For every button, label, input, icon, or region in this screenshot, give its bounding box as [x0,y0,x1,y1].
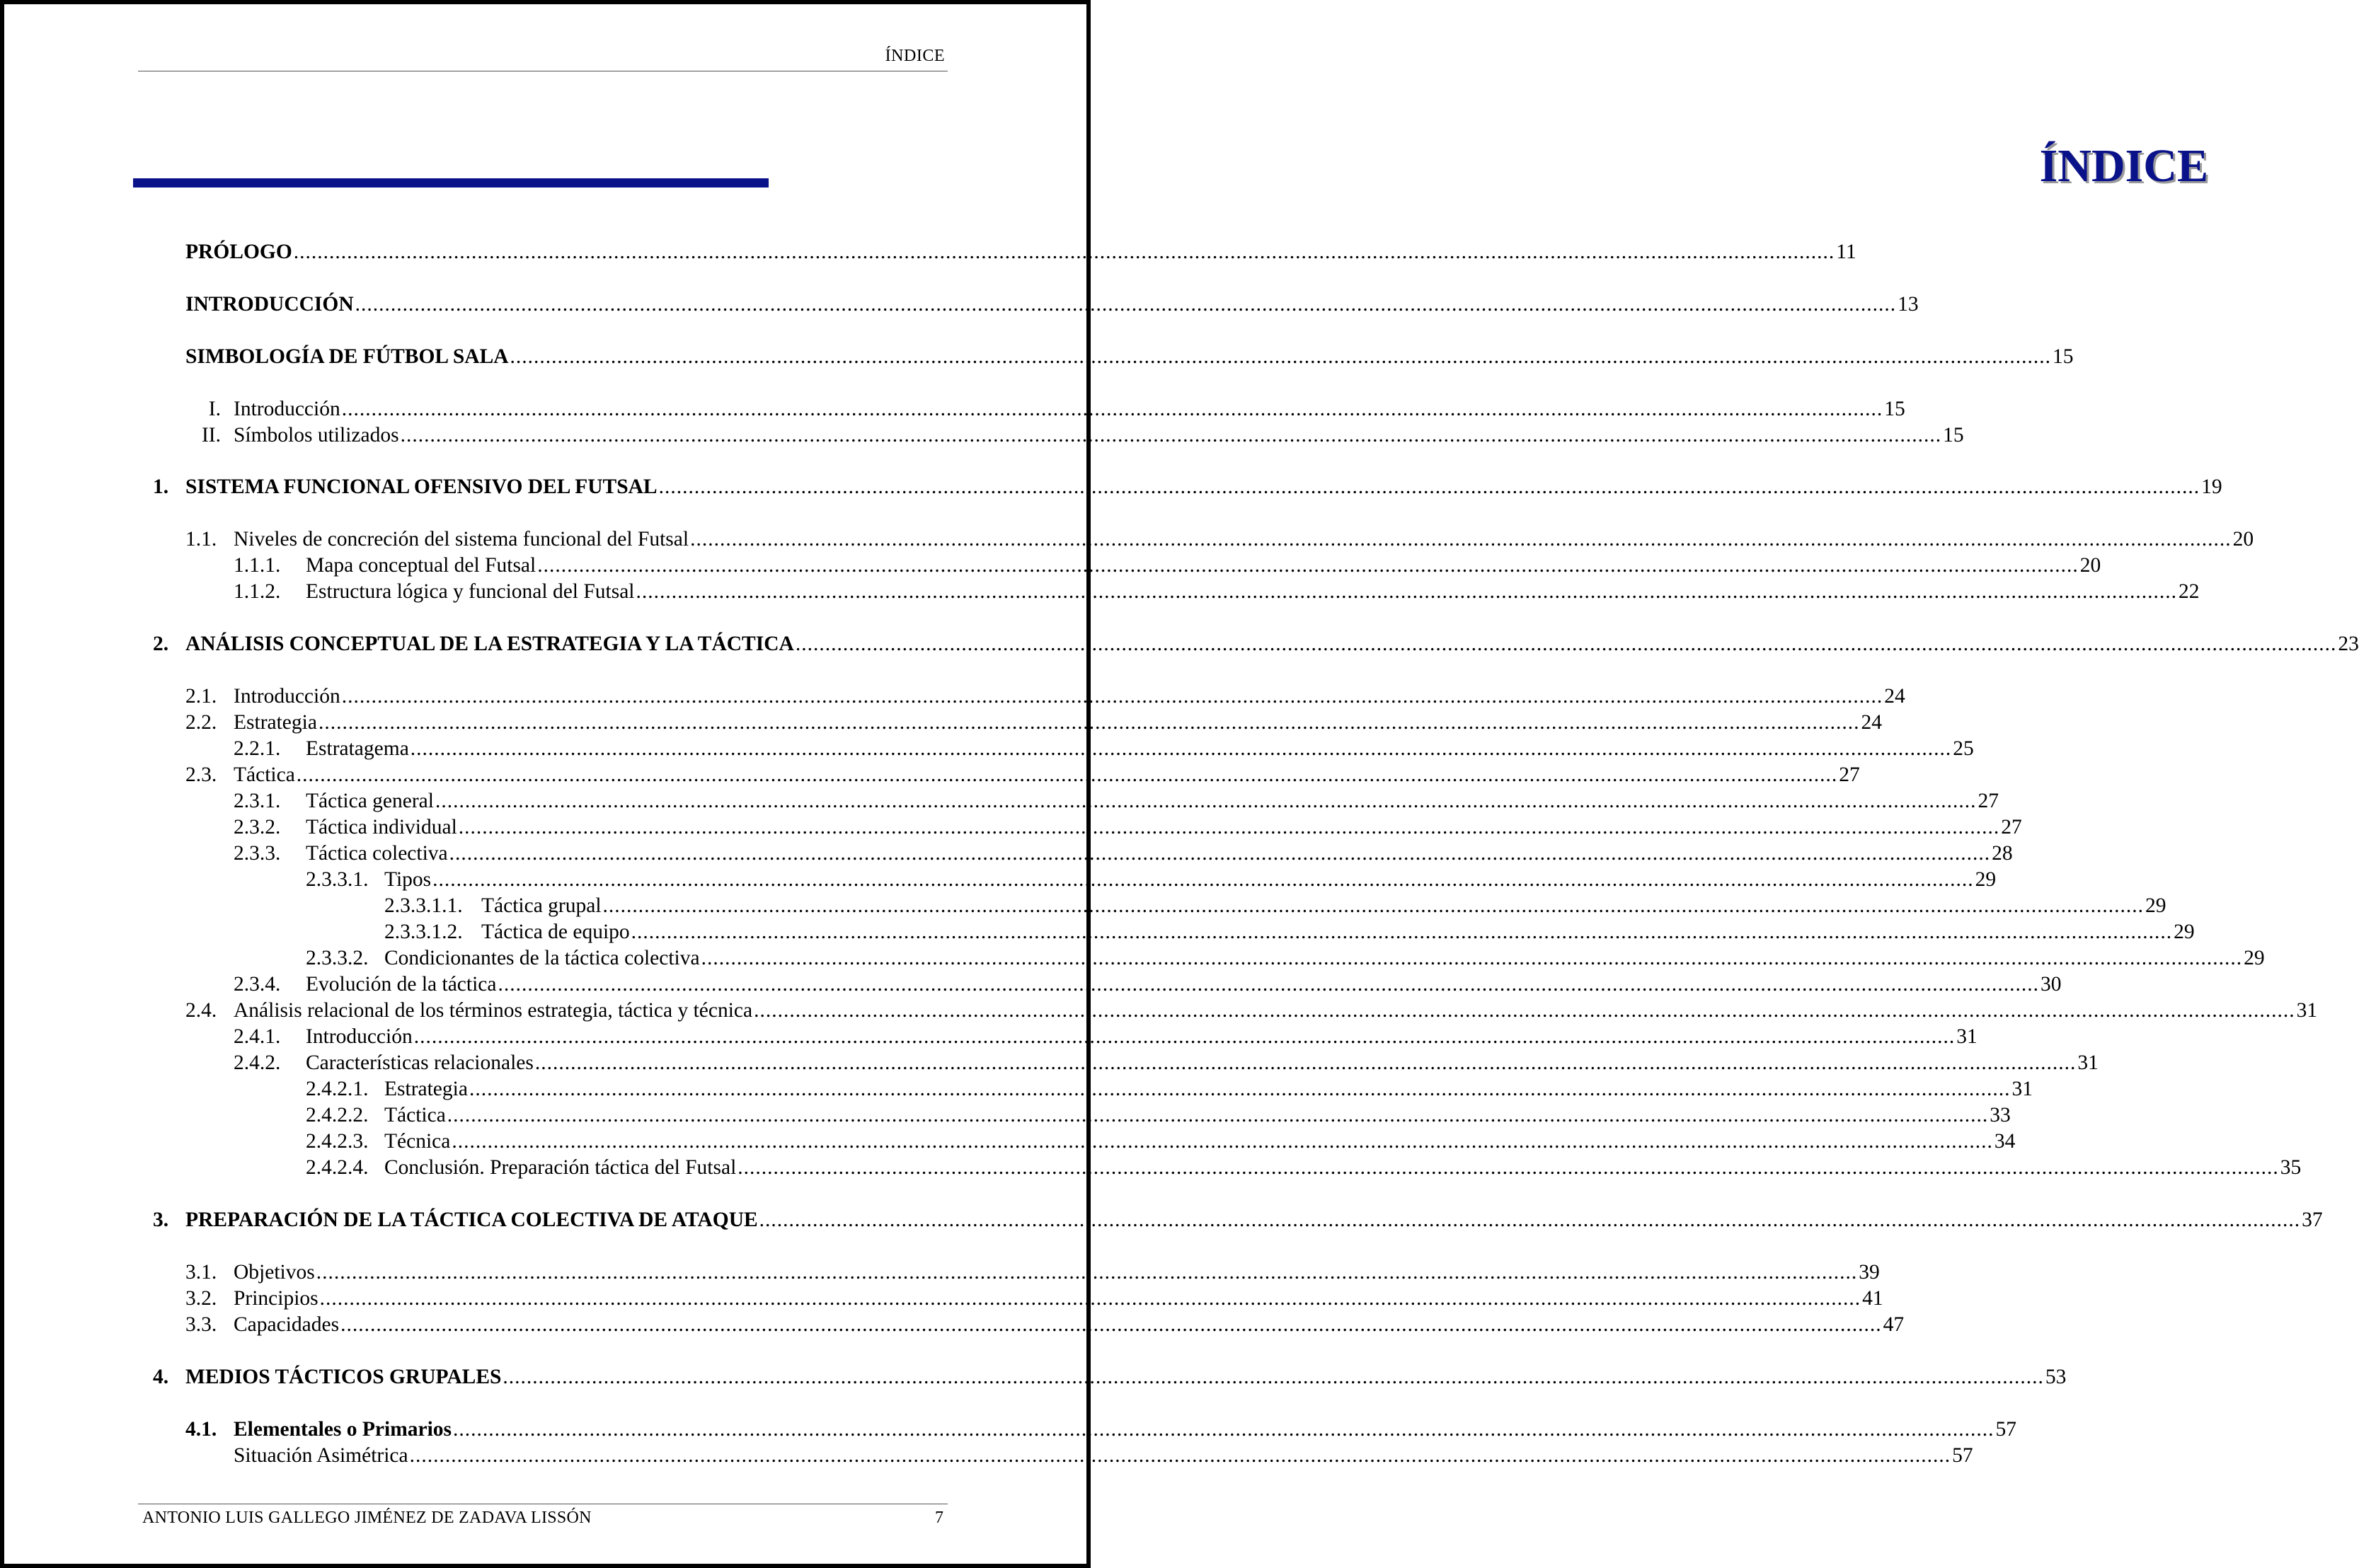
toc-entry[interactable] [0,525,2254,553]
toc-entry-page: 13 [1898,293,1919,316]
dot-leader: .................................................................................................................................................................................................................................................................... [795,633,2337,655]
toc-entry[interactable] [0,1153,2302,1182]
toc-entry-page: 20 [2079,554,2101,577]
dot-leader: .................................................................................................................................................................................................................................................................... [318,711,1860,734]
toc-entry-title: Estrategia [384,1078,468,1100]
toc-entry-title: Símbolos utilizados [234,424,399,446]
toc-entry-title: Táctica [234,763,295,786]
toc-entry-page: 28 [1992,842,2013,865]
toc-entry[interactable] [0,708,1882,737]
toc-entry-page: 20 [2232,528,2254,550]
toc-entry-page: 15 [1943,424,1964,446]
toc-entry[interactable] [0,996,2318,1025]
dot-leader: .................................................................................................................................................................................................................................................................... [631,921,2173,943]
toc-entry[interactable] [0,918,2195,946]
dot-leader: .................................................................................................................................................................................................................................................................... [498,973,2039,996]
dot-leader: .................................................................................................................................................................................................................................................................... [400,424,1942,446]
dot-leader: .................................................................................................................................................................................................................................................................... [447,1104,1989,1126]
toc-entry[interactable] [0,892,2166,920]
toc-entry-title: Conclusión. Preparación táctica del Futsal [384,1156,737,1179]
toc-entry-page: 31 [2296,999,2318,1022]
toc-entry-number: 4.1. [185,1418,217,1441]
toc-entry[interactable] [0,1258,1880,1286]
page-title: ÍNDICE [2039,140,2208,192]
toc-entry-page: 24 [1861,711,1882,734]
dot-leader: .................................................................................................................................................................................................................................................................... [341,398,1883,420]
dot-leader: .................................................................................................................................................................................................................................................................... [409,1444,1951,1467]
toc-entry-number: 2.3.3.1.1. [384,894,463,917]
dot-leader: .................................................................................................................................................................................................................................................................... [701,947,2243,969]
toc-entry-number: 4. [153,1366,169,1388]
toc-entry-title: Capacidades [234,1313,340,1336]
dot-leader: .................................................................................................................................................................................................................................................................... [602,894,2145,917]
toc-entry-number: 2.3.3.2. [306,947,369,969]
toc-entry-title: Estratagema [306,737,409,760]
toc-entry-page: 27 [1839,763,1860,786]
dot-leader: .................................................................................................................................................................................................................................................................... [503,1366,2044,1388]
toc-entry-title: Táctica general [306,790,434,812]
toc-entry-title: Evolución de la táctica [306,973,497,996]
toc-entry-page: 41 [1862,1287,1883,1310]
toc-entry-title: MEDIOS TÁCTICOS GRUPALES [185,1366,502,1388]
toc-entry[interactable] [0,395,1905,423]
toc-entry-number: 2.2.1. [234,737,281,760]
toc-entry[interactable] [0,1127,2016,1155]
toc-entry-page: 29 [2244,947,2265,969]
toc-entry-number: 2.3.3.1.2. [384,921,463,943]
toc-entry-title: Análisis relacional de los términos estrategia, táctica y técnica [234,999,753,1022]
toc-entry-page: 24 [1884,685,1905,708]
toc-entry[interactable] [0,551,2101,580]
dot-leader: .................................................................................................................................................................................................................................................................... [534,1051,2077,1074]
toc-entry[interactable] [0,734,1974,763]
toc-entry-page: 31 [2077,1051,2099,1074]
toc-entry-title: Estrategia [234,711,317,734]
toc-entry-title: Táctica colectiva [306,842,448,865]
dot-leader: .................................................................................................................................................................................................................................................................... [658,475,2200,498]
toc-entry-page: 30 [2040,973,2062,996]
toc-entry-title: Táctica grupal [481,894,602,917]
toc-entry[interactable] [0,577,2200,606]
dot-leader: .................................................................................................................................................................................................................................................................... [449,842,1991,865]
toc-entry-number: 2.4.2.2. [306,1104,369,1126]
toc-entry-number: I. [208,398,221,420]
toc-entry-title: Condicionantes de la táctica colectiva [384,947,700,969]
toc-entry-page: 29 [2145,894,2166,917]
toc-entry-title: PRÓLOGO [185,241,292,263]
toc-entry[interactable] [0,1206,2323,1234]
toc-entry-page: 31 [1956,1025,1978,1048]
footer-author: ANTONIO LUIS GALLEGO JIMÉNEZ DE ZADAVA LISSÓN [142,1509,592,1527]
dot-leader: .................................................................................................................................................................................................................................................................... [293,241,1835,263]
toc-entry[interactable] [0,813,2022,841]
toc-entry-number: II. [201,424,221,446]
toc-entry-page: 29 [2174,921,2195,943]
dot-leader: .................................................................................................................................................................................................................................................................... [432,868,1974,891]
toc-entry[interactable] [0,865,1997,894]
toc-entry-page: 27 [2001,816,2022,838]
dot-leader: .................................................................................................................................................................................................................................................................... [510,345,2052,368]
toc-entry-page: 15 [1884,398,1905,420]
toc-entry-title: PREPARACIÓN DE LA TÁCTICA COLECTIVA DE ATAQUE [185,1209,758,1231]
toc-entry-number: 1.1. [185,528,217,550]
toc-entry[interactable] [0,238,1856,266]
toc-entry-number: 1.1.2. [234,580,281,603]
toc-entry-page: 34 [1994,1130,2016,1153]
dot-leader: .................................................................................................................................................................................................................................................................... [319,1287,1861,1310]
dot-leader: .................................................................................................................................................................................................................................................................... [413,1025,1956,1048]
toc-entry-page: 47 [1883,1313,1905,1336]
toc-entry[interactable] [0,1415,2017,1443]
toc-entry[interactable] [0,473,2222,501]
dot-leader: .................................................................................................................................................................................................................................................................... [410,737,1952,760]
toc-entry[interactable] [0,1441,1973,1470]
toc-entry-page: 25 [1953,737,1974,760]
dot-leader: .................................................................................................................................................................................................................................................................... [453,1418,1994,1441]
toc-entry-title: Características relacionales [306,1051,534,1074]
toc-entry-page: 35 [2280,1156,2302,1179]
toc-entry-title: SIMBOLOGÍA DE FÚTBOL SALA [185,345,509,368]
toc-entry-title: Tipos [384,868,432,891]
toc-entry-title: Objetivos [234,1261,315,1284]
toc-entry-page: 11 [1836,241,1856,263]
toc-entry-title: Introducción [234,398,340,420]
toc-entry-number: 2.4.2.4. [306,1156,369,1179]
toc-entry-page: 27 [1978,790,1999,812]
toc-entry-page: 37 [2302,1209,2323,1231]
toc-entry-number: 2.4.1. [234,1025,281,1048]
toc-entry-number: 2.3.3. [234,842,281,865]
toc-entry-page: 57 [1952,1444,1973,1467]
toc-entry-page: 23 [2338,633,2359,655]
toc-entry[interactable] [0,682,1905,710]
toc-entry-number: 2.4.2.3. [306,1130,369,1153]
dot-leader: .................................................................................................................................................................................................................................................................... [690,528,2232,550]
dot-leader: .................................................................................................................................................................................................................................................................... [341,685,1883,708]
toc-entry-number: 2. [153,633,169,655]
toc-entry-number: 3. [153,1209,169,1231]
toc-entry-number: 2.3.3.1. [306,868,369,891]
dot-leader: .................................................................................................................................................................................................................................................................... [340,1313,1882,1336]
toc-entry[interactable] [0,1363,2067,1391]
toc-entry[interactable] [0,290,1919,318]
toc-entry-page: 57 [1995,1418,2017,1441]
dot-leader: .................................................................................................................................................................................................................................................................... [452,1130,1993,1153]
toc-entry-number: 1. [153,475,169,498]
toc-entry[interactable] [0,1101,2011,1129]
toc-entry-page: 29 [1975,868,1997,891]
toc-entry[interactable] [0,787,1999,815]
toc-entry-number: 2.4. [185,999,217,1022]
toc-entry-title: Introducción [306,1025,413,1048]
toc-entry-title: Táctica de equipo [481,921,630,943]
toc-entry[interactable] [0,421,1964,449]
toc-entry-title: Principios [234,1287,318,1310]
toc-entry[interactable] [0,839,2013,867]
toc-entry-number: 2.4.2. [234,1051,281,1074]
toc-entry-title: Mapa conceptual del Futsal [306,554,536,577]
toc-entry-number: 3.3. [185,1313,217,1336]
dot-leader: .................................................................................................................................................................................................................................................................... [458,816,2000,838]
toc-entry-title: Introducción [234,685,340,708]
toc-entry-number: 2.3. [185,763,217,786]
toc-entry-number: 3.2. [185,1287,217,1310]
dot-leader: .................................................................................................................................................................................................................................................................... [537,554,2079,577]
toc-entry-page: 53 [2045,1366,2067,1388]
toc-entry[interactable] [0,970,2062,998]
toc-entry-number: 2.3.1. [234,790,281,812]
toc-entry-page: 33 [1990,1104,2011,1126]
toc-entry-page: 39 [1859,1261,1880,1284]
dot-leader: .................................................................................................................................................................................................................................................................... [636,580,2177,603]
toc-entry-title: Elementales o Primarios [234,1418,452,1441]
toc-entry[interactable] [0,761,1860,789]
toc-entry-page: 19 [2201,475,2222,498]
toc-entry[interactable] [0,1310,1905,1339]
toc-entry-number: 2.3.2. [234,816,281,838]
toc-entry-number: 1.1.1. [234,554,281,577]
toc-entry-title: Técnica [384,1130,451,1153]
footer-page-number: 7 [935,1509,943,1527]
dot-leader: .................................................................................................................................................................................................................................................................... [469,1078,2011,1100]
dot-leader: .................................................................................................................................................................................................................................................................... [355,293,1897,316]
dot-leader: .................................................................................................................................................................................................................................................................... [316,1261,1858,1284]
toc-entry[interactable] [0,1022,1978,1051]
toc-entry[interactable] [0,944,2265,972]
dot-leader: .................................................................................................................................................................................................................................................................... [435,790,1977,812]
toc-entry[interactable] [0,1075,2033,1103]
dot-leader: .................................................................................................................................................................................................................................................................... [754,999,2295,1022]
dot-leader: .................................................................................................................................................................................................................................................................... [296,763,1838,786]
toc-entry[interactable] [0,342,2074,371]
toc-entry-title: Estructura lógica y funcional del Futsal [306,580,635,603]
toc-entry-title: Niveles de concreción del sistema funcional del Futsal [234,528,689,550]
dot-leader: .................................................................................................................................................................................................................................................................... [759,1209,2301,1231]
dot-leader: .................................................................................................................................................................................................................................................................... [737,1156,2279,1179]
toc-entry-number: 2.3.4. [234,973,281,996]
toc-entry[interactable] [0,630,2359,658]
toc-entry-title: ANÁLISIS CONCEPTUAL DE LA ESTRATEGIA Y LA TÁCTICA [185,633,794,655]
toc-entry-title: SISTEMA FUNCIONAL OFENSIVO DEL FUTSAL [185,475,658,498]
toc-entry-title: Táctica individual [306,816,457,838]
toc-entry-title: Táctica [384,1104,446,1126]
toc-entry-number: 2.4.2.1. [306,1078,369,1100]
toc-entry-page: 15 [2053,345,2074,368]
running-footer [138,1504,948,1533]
toc-entry[interactable] [0,1049,2099,1077]
toc-entry-number: 2.1. [185,685,217,708]
toc-entry-title: INTRODUCCIÓN [185,293,354,316]
toc-entry-page: 22 [2179,580,2200,603]
running-header-title: ÍNDICE [885,47,945,65]
toc-entry-page: 31 [2011,1078,2033,1100]
toc-entry-title: Situación Asimétrica [234,1444,408,1467]
toc-entry-number: 2.2. [185,711,217,734]
toc-entry-number: 3.1. [185,1261,217,1284]
toc-entry[interactable] [0,1284,1883,1313]
